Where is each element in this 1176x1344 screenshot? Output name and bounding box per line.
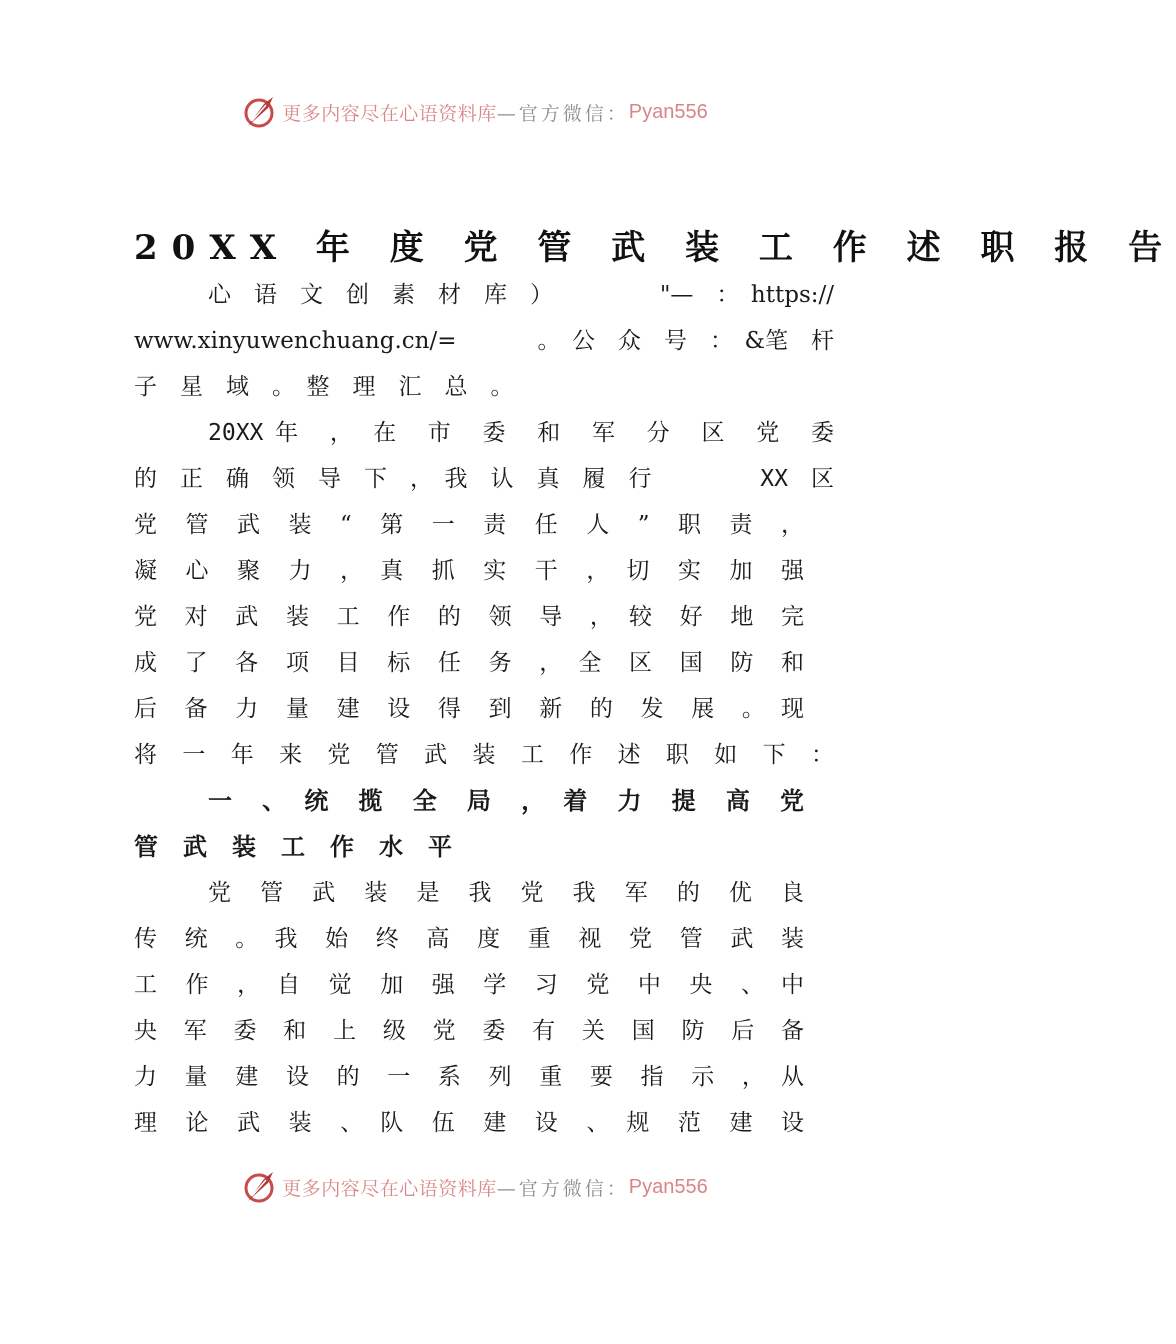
p1-line6: 成 了 各 项 目 标 任 务 ， 全 区 国 防 和	[134, 650, 804, 676]
header-watermark-banner	[0, 92, 950, 132]
banner-wechat-id: Pyan556	[628, 1175, 708, 1198]
p1-line5: 党 对 武 装 工 作 的 领 导 ， 较 好 地 完	[134, 604, 804, 630]
text-line	[134, 318, 834, 364]
p1-line7: 后 备 力 量 建 设 得 到 新 的 发 展 。 现	[134, 696, 804, 722]
section-heading-line2: 管武装工作水平	[134, 833, 477, 861]
p1-line1-rest: 年 ， 在 市 委 和 军 分 区 党 委	[275, 420, 835, 446]
text-line	[134, 272, 834, 318]
section-1-heading	[134, 778, 834, 870]
section-heading-line1: 一 、 统 揽 全 局 ， 着 力 提 高 党	[208, 787, 804, 815]
p2-line3: 工 作 ， 自 觉 加 强 学 习 党 中 央 、 中	[134, 972, 804, 998]
p1-line8: 将 一 年 来 党 管 武 装 工 作 述 职 如 下 ：	[134, 742, 834, 768]
document-title: 20XX 年 度 党 管 武 装 工 作 述 职 报 告	[134, 228, 1176, 268]
p1-line2-a: 的 正 确 领 导 下 ， 我 认 真 履 行	[134, 466, 652, 492]
banner-middle-text: —官方微信：	[496, 102, 629, 125]
banner-main-text: 更多内容尽在心语资料库	[282, 102, 497, 125]
p1-line2-b: 区	[811, 466, 834, 492]
p2-line1: 党 管 武 装 是 我 党 我 军 的 优 良	[208, 880, 804, 906]
p1-line3: 党 管 武 装 “ 第 一 责 任 人 ” 职 责 ，	[134, 512, 804, 538]
p2-line5: 力 量 建 设 的 一 系 列 重 要 指 示 ， 从	[134, 1064, 804, 1090]
quill-logo-icon	[242, 1169, 278, 1205]
paragraph-2	[134, 870, 834, 1146]
intro-line1-a: 心 语 文 创 素 材 库 ）	[208, 282, 553, 308]
intro-line3: 子 星 域 。 整 理 汇 总 。	[134, 374, 514, 400]
text-line	[134, 456, 834, 502]
banner-wechat-id: Pyan556	[628, 100, 708, 123]
paragraph-1	[134, 410, 834, 778]
document-body	[134, 224, 1176, 1146]
intro-paragraph	[134, 272, 834, 410]
intro-line2-b: 。 公 众 号 ： &笔 杆	[537, 328, 834, 354]
intro-line1-b: "— ： https://	[659, 282, 834, 308]
intro-line2-a: www.xinyuwenchuang.cn/=	[134, 328, 457, 354]
banner-main-text: 更多内容尽在心语资料库	[282, 1177, 497, 1200]
district-placeholder: XX	[760, 466, 788, 492]
p1-line4: 凝 心 聚 力 ， 真 抓 实 干 ， 切 实 加 强	[134, 558, 804, 584]
p2-line6: 理 论 武 装 、 队 伍 建 设 、 规 范 建 设	[134, 1110, 804, 1136]
quill-logo-icon	[242, 94, 278, 130]
text-line	[134, 410, 834, 456]
footer-watermark-banner	[0, 1167, 950, 1207]
p2-line4: 央 军 委 和 上 级 党 委 有 关 国 防 后 备	[134, 1018, 804, 1044]
p2-line2: 传 统 。 我 始 终 高 度 重 视 党 管 武 装	[134, 926, 804, 952]
year-placeholder: 20XX	[208, 420, 264, 446]
banner-middle-text: —官方微信：	[496, 1177, 629, 1200]
